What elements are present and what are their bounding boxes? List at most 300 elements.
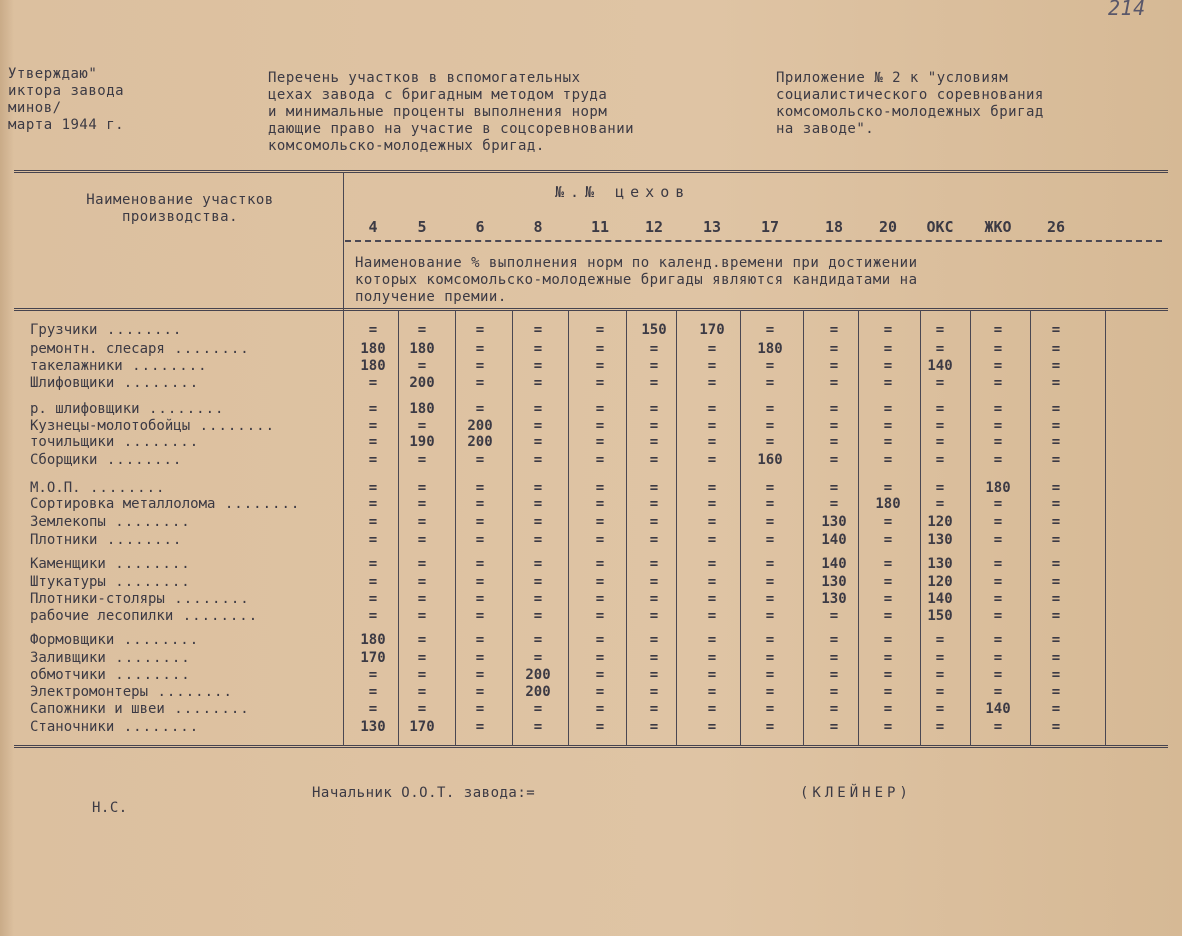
table-row (0, 375, 1182, 392)
table-cell: = (595, 480, 605, 496)
column-header-ЖКО: ЖКО (984, 218, 1012, 236)
table-cell: = (765, 608, 775, 624)
table-cell: = (368, 608, 378, 624)
table-row (0, 667, 1182, 684)
table-row (0, 632, 1182, 649)
table-cell: = (883, 684, 893, 700)
table-cell: = (829, 496, 839, 512)
table-cell: 200 (467, 418, 493, 434)
table-cell: = (595, 632, 605, 648)
table-cell: = (765, 574, 775, 590)
table-cell: = (417, 514, 427, 530)
table-cell: = (707, 496, 717, 512)
table-cell: = (1051, 650, 1061, 666)
table-cell: 180 (985, 480, 1011, 496)
table-cell: = (1051, 496, 1061, 512)
table-cell: = (595, 532, 605, 548)
table-cell: = (935, 418, 945, 434)
table-cell: = (883, 375, 893, 391)
row-label: Заливщики ..... (30, 650, 191, 666)
row-label: Сборщики ..... (30, 452, 182, 468)
subheader-rule (345, 240, 1162, 242)
table-cell: = (368, 684, 378, 700)
table-cell: = (765, 358, 775, 374)
table-cell: = (417, 650, 427, 666)
table-cell: = (935, 341, 945, 357)
table-cell: = (829, 667, 839, 683)
table-cell: 170 (699, 322, 725, 338)
table-cell: = (765, 591, 775, 607)
table-cell: 200 (525, 684, 551, 700)
table-cell: = (649, 701, 659, 717)
appendix-line: социалистического соревнования (776, 87, 1044, 103)
table-cell: = (475, 574, 485, 590)
page-number: 214 (1108, 0, 1146, 20)
table-cell: = (1051, 574, 1061, 590)
title-line: Перечень участков в вспомогательных (268, 70, 581, 86)
table-cell: = (829, 358, 839, 374)
table-cell: = (707, 401, 717, 417)
table-cell: = (649, 574, 659, 590)
table-cell: 120 (927, 574, 953, 590)
table-row (0, 591, 1182, 608)
table-top-rule (14, 170, 1168, 173)
table-cell: = (533, 434, 543, 450)
table-cell: = (649, 608, 659, 624)
table-row (0, 341, 1182, 358)
table-cell: = (1051, 358, 1061, 374)
table-cell: = (707, 375, 717, 391)
table-cell: = (533, 322, 543, 338)
table-cell: = (533, 632, 543, 648)
table-cell: = (993, 556, 1003, 572)
appendix-line: на заводе". (776, 121, 875, 137)
column-header-11: 11 (590, 218, 610, 236)
shops-header: №.№ цехов (555, 183, 691, 201)
table-cell: = (707, 532, 717, 548)
table-cell: = (533, 532, 543, 548)
column-header-12: 12 (644, 218, 664, 236)
table-cell: = (475, 632, 485, 648)
table-cell: 150 (927, 608, 953, 624)
table-cell: = (883, 632, 893, 648)
table-cell: = (829, 650, 839, 666)
table-cell: 150 (641, 322, 667, 338)
table-cell: = (417, 480, 427, 496)
table-cell: = (707, 480, 717, 496)
table-cell: = (533, 375, 543, 391)
table-cell: = (993, 514, 1003, 530)
table-cell: = (595, 574, 605, 590)
table-row (0, 496, 1182, 513)
table-cell: = (475, 556, 485, 572)
table-cell: = (707, 434, 717, 450)
table-cell: 130 (821, 514, 847, 530)
table-cell: = (829, 719, 839, 735)
table-cell: = (368, 480, 378, 496)
table-cell: = (475, 358, 485, 374)
table-row (0, 608, 1182, 625)
table-cell: = (1051, 608, 1061, 624)
row-label: М.О.П. ..... (30, 480, 165, 496)
table-cell: = (935, 684, 945, 700)
table-cell: = (417, 556, 427, 572)
table-cell: = (475, 401, 485, 417)
table-cell: 180 (875, 496, 901, 512)
table-cell: = (417, 684, 427, 700)
table-cell: = (829, 434, 839, 450)
column-header-4: 4 (368, 218, 378, 236)
table-bottom-rule (14, 745, 1168, 748)
table-cell: 160 (757, 452, 783, 468)
table-cell: = (649, 556, 659, 572)
table-cell: = (993, 434, 1003, 450)
table-cell: = (993, 632, 1003, 648)
table-row (0, 719, 1182, 736)
table-cell: = (829, 375, 839, 391)
approval-line: Утверждаю" (8, 66, 98, 82)
table-cell: = (935, 375, 945, 391)
table-cell: = (993, 375, 1003, 391)
table-cell: = (1051, 341, 1061, 357)
row-label: ремонтн. слесаря ..... (30, 341, 250, 357)
table-cell: = (935, 650, 945, 666)
table-cell: = (765, 532, 775, 548)
table-row (0, 556, 1182, 573)
table-cell: = (649, 480, 659, 496)
table-cell: = (1051, 684, 1061, 700)
table-cell: = (993, 650, 1003, 666)
table-cell: = (707, 452, 717, 468)
table-cell: = (649, 375, 659, 391)
table-cell: = (475, 514, 485, 530)
table-cell: = (595, 701, 605, 717)
approval-line: марта 1944 г. (8, 117, 125, 133)
table-cell: = (707, 418, 717, 434)
table-cell: 180 (360, 341, 386, 357)
table-cell: = (829, 401, 839, 417)
table-cell: = (649, 401, 659, 417)
table-cell: = (649, 650, 659, 666)
table-cell: = (829, 452, 839, 468)
table-cell: = (649, 684, 659, 700)
table-cell: = (595, 608, 605, 624)
table-row (0, 514, 1182, 531)
table-cell: = (595, 341, 605, 357)
table-cell: = (533, 341, 543, 357)
table-cell: = (368, 418, 378, 434)
table-cell: = (595, 418, 605, 434)
table-cell: = (417, 496, 427, 512)
table-cell: 180 (409, 341, 435, 357)
table-row (0, 452, 1182, 469)
table-cell: = (595, 556, 605, 572)
table-cell: = (883, 341, 893, 357)
table-cell: 140 (927, 591, 953, 607)
table-cell: = (417, 418, 427, 434)
table-cell: = (417, 322, 427, 338)
table-cell: = (475, 650, 485, 666)
table-cell: 200 (525, 667, 551, 683)
table-cell: = (533, 574, 543, 590)
table-cell: = (475, 591, 485, 607)
title-line: цехах завода с бригадным методом труда (268, 87, 608, 103)
table-cell: = (765, 667, 775, 683)
table-cell: = (533, 556, 543, 572)
table-cell: = (595, 434, 605, 450)
approval-line: иктора завода (8, 83, 125, 99)
table-cell: = (883, 480, 893, 496)
table-cell: = (595, 322, 605, 338)
table-row (0, 401, 1182, 418)
column-header-13: 13 (702, 218, 722, 236)
table-cell: = (595, 375, 605, 391)
table-cell: = (829, 632, 839, 648)
table-cell: = (417, 358, 427, 374)
table-cell: = (829, 418, 839, 434)
column-header-26: 26 (1046, 218, 1066, 236)
table-cell: = (707, 574, 717, 590)
table-cell: = (1051, 632, 1061, 648)
table-cell: = (829, 608, 839, 624)
table-cell: = (649, 358, 659, 374)
table-cell: = (935, 667, 945, 683)
table-cell: = (993, 574, 1003, 590)
table-cell: = (935, 401, 945, 417)
table-cell: = (765, 650, 775, 666)
table-cell: = (417, 574, 427, 590)
table-cell: = (765, 401, 775, 417)
table-cell: 140 (821, 556, 847, 572)
table-cell: = (993, 358, 1003, 374)
table-cell: = (533, 418, 543, 434)
table-cell: = (765, 418, 775, 434)
row-label: Станочники ..... (30, 719, 199, 735)
table-cell: = (883, 608, 893, 624)
table-cell: = (475, 684, 485, 700)
name-column-header: Наименование участков производства. (86, 192, 274, 225)
row-label: Грузчики ..... (30, 322, 182, 338)
table-cell: = (595, 496, 605, 512)
table-row (0, 650, 1182, 667)
table-cell: 180 (360, 632, 386, 648)
table-cell: 180 (409, 401, 435, 417)
table-cell: = (883, 322, 893, 338)
row-label: Штукатуры ..... (30, 574, 191, 590)
table-cell: = (475, 532, 485, 548)
row-label: Сапожники и швеи ..... (30, 701, 250, 717)
table-cell: = (649, 532, 659, 548)
title-line: и минимальные проценты выполнения норм (268, 104, 608, 120)
table-cell: = (1051, 719, 1061, 735)
table-cell: = (935, 434, 945, 450)
table-cell: = (765, 719, 775, 735)
header-rule (14, 308, 1168, 311)
table-cell: = (1051, 667, 1061, 683)
table-cell: = (883, 358, 893, 374)
table-cell: = (1051, 418, 1061, 434)
row-label: Сортировка металлолома ..... (30, 496, 300, 512)
table-cell: = (765, 322, 775, 338)
appendix-line: Приложение № 2 к "условиям (776, 70, 1009, 86)
column-header-6: 6 (475, 218, 485, 236)
table-cell: = (417, 532, 427, 548)
title-line: дающие право на участие в соцсоревновании (268, 121, 635, 137)
table-cell: = (829, 480, 839, 496)
table-cell: = (935, 632, 945, 648)
table-cell: = (649, 418, 659, 434)
table-cell: = (533, 452, 543, 468)
table-cell: = (993, 591, 1003, 607)
table-cell: = (707, 358, 717, 374)
row-label: р. шлифовщики ..... (30, 401, 224, 417)
table-cell: = (883, 667, 893, 683)
table-cell: = (993, 452, 1003, 468)
table-cell: = (368, 434, 378, 450)
table-cell: = (883, 591, 893, 607)
table-cell: = (595, 684, 605, 700)
table-cell: 180 (360, 358, 386, 374)
table-cell: = (368, 667, 378, 683)
table-cell: = (649, 496, 659, 512)
table-cell: = (417, 591, 427, 607)
table-cell: = (993, 608, 1003, 624)
table-cell: = (533, 719, 543, 735)
table-cell: = (417, 667, 427, 683)
table-cell: = (475, 496, 485, 512)
table-row (0, 701, 1182, 718)
table-cell: = (1051, 532, 1061, 548)
table-cell: = (935, 480, 945, 496)
table-cell: 140 (927, 358, 953, 374)
column-header-5: 5 (417, 218, 427, 236)
table-cell: = (533, 496, 543, 512)
row-label: Электромонтеры ..... (30, 684, 233, 700)
table-row (0, 532, 1182, 549)
table-cell: = (765, 684, 775, 700)
table-cell: = (883, 452, 893, 468)
table-cell: = (475, 375, 485, 391)
table-cell: = (993, 341, 1003, 357)
row-label: Землекопы ..... (30, 514, 191, 530)
table-cell: = (595, 719, 605, 735)
table-row (0, 684, 1182, 701)
table-cell: = (649, 514, 659, 530)
table-cell: = (765, 514, 775, 530)
table-cell: = (595, 591, 605, 607)
row-label: такелажники ..... (30, 358, 208, 374)
table-cell: = (1051, 401, 1061, 417)
table-cell: = (368, 322, 378, 338)
table-cell: = (649, 452, 659, 468)
table-cell: = (993, 401, 1003, 417)
table-cell: 190 (409, 434, 435, 450)
table-cell: = (475, 480, 485, 496)
table-cell: = (533, 401, 543, 417)
table-cell: = (533, 358, 543, 374)
table-cell: = (765, 375, 775, 391)
table-cell: = (1051, 322, 1061, 338)
table-cell: 140 (985, 701, 1011, 717)
table-cell: = (883, 532, 893, 548)
row-label: точильщики ..... (30, 434, 199, 450)
table-cell: = (649, 434, 659, 450)
table-cell: = (368, 591, 378, 607)
table-cell: = (829, 322, 839, 338)
table-cell: = (707, 667, 717, 683)
table-cell: = (417, 608, 427, 624)
table-cell: 120 (927, 514, 953, 530)
signature-name: (КЛЕЙНЕР) (800, 785, 912, 801)
table-cell: = (368, 514, 378, 530)
table-cell: = (765, 496, 775, 512)
table-cell: = (993, 719, 1003, 735)
typist-initials: Н.С. (92, 800, 128, 816)
table-cell: = (707, 632, 717, 648)
table-cell: = (368, 574, 378, 590)
column-header-20: 20 (878, 218, 898, 236)
table-cell: = (475, 667, 485, 683)
table-cell: = (993, 496, 1003, 512)
table-cell: = (595, 667, 605, 683)
table-cell: = (595, 401, 605, 417)
table-cell: = (707, 608, 717, 624)
table-cell: = (533, 591, 543, 607)
table-cell: = (533, 514, 543, 530)
table-cell: = (417, 701, 427, 717)
table-cell: = (707, 514, 717, 530)
table-row (0, 434, 1182, 451)
table-cell: = (883, 556, 893, 572)
table-cell: = (935, 719, 945, 735)
table-cell: = (417, 452, 427, 468)
column-header-18: 18 (824, 218, 844, 236)
table-cell: 170 (409, 719, 435, 735)
table-cell: 130 (927, 532, 953, 548)
table-cell: 130 (821, 574, 847, 590)
approval-stamp (8, 66, 124, 134)
table-cell: = (368, 375, 378, 391)
table-cell: = (533, 650, 543, 666)
table-cell: = (935, 322, 945, 338)
table-cell: = (883, 719, 893, 735)
table-cell: = (829, 341, 839, 357)
row-label: обмотчики ..... (30, 667, 191, 683)
table-cell: = (649, 341, 659, 357)
table-cell: = (707, 684, 717, 700)
table-cell: = (765, 480, 775, 496)
table-cell: = (1051, 375, 1061, 391)
approval-line: минов/ (8, 100, 62, 116)
table-cell: = (707, 341, 717, 357)
table-cell: = (707, 556, 717, 572)
table-cell: = (935, 496, 945, 512)
row-label: рабочие лесопилки ..... (30, 608, 258, 624)
table-cell: = (533, 480, 543, 496)
table-cell: = (368, 532, 378, 548)
table-cell: = (475, 452, 485, 468)
table-cell: = (649, 719, 659, 735)
table-row (0, 358, 1182, 375)
table-cell: = (595, 358, 605, 374)
table-cell: = (595, 452, 605, 468)
row-label: Формовщики ..... (30, 632, 199, 648)
row-label: Шлифовщики ..... (30, 375, 199, 391)
table-cell: = (993, 667, 1003, 683)
row-label: Кузнецы-молотобойцы ..... (30, 418, 275, 434)
table-cell: = (1051, 591, 1061, 607)
table-cell: 200 (409, 375, 435, 391)
